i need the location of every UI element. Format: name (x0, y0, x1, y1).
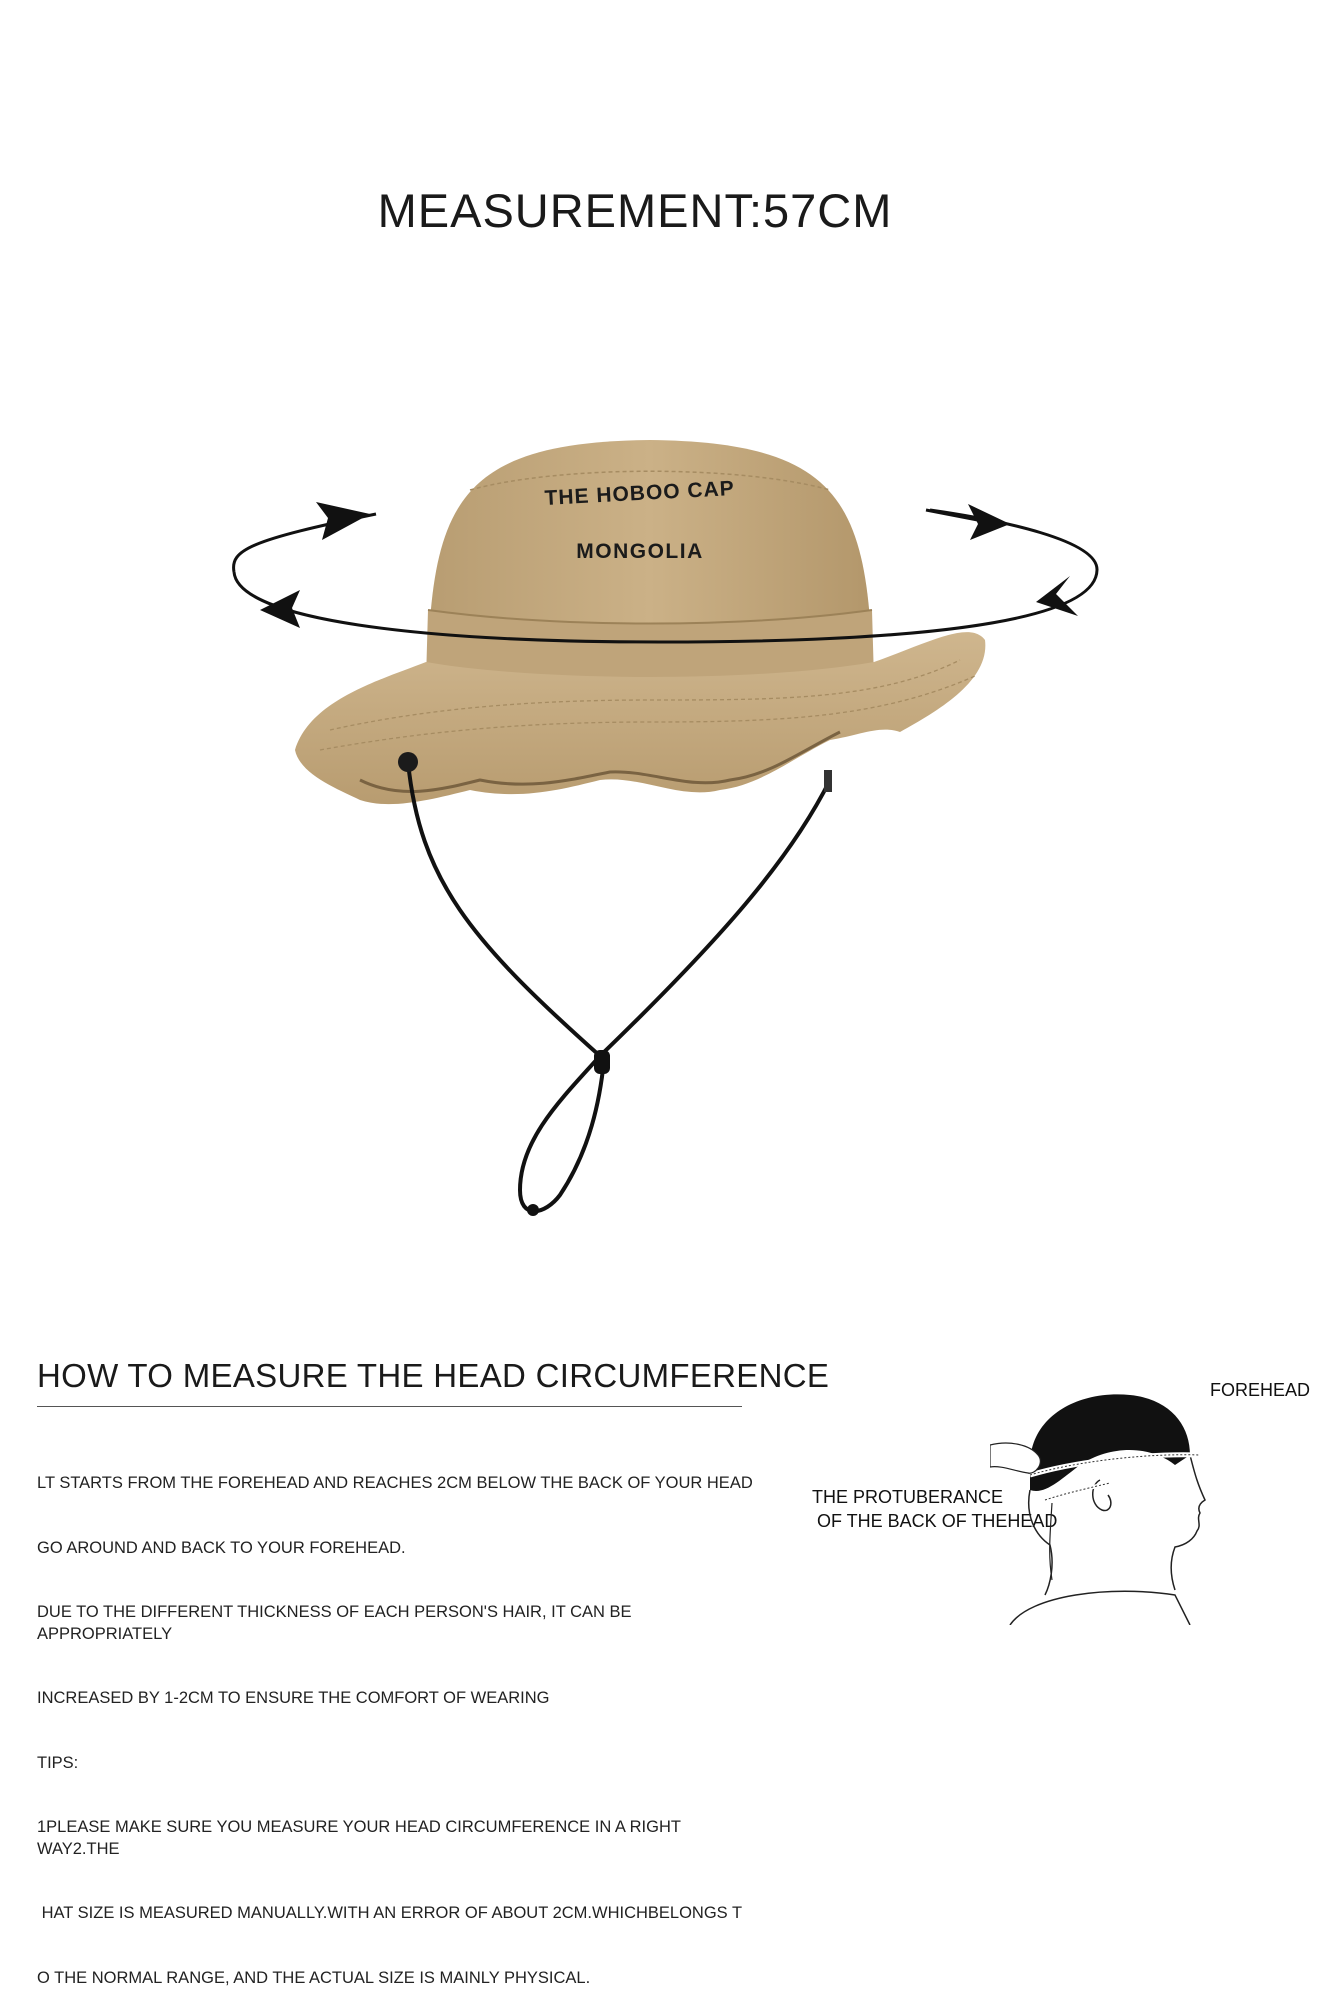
bucket-hat-illustration (0, 380, 1340, 1330)
instruction-line: O THE NORMAL RANGE, AND THE ACTUAL SIZE IS MAINLY PHYSICAL. (37, 1968, 591, 1987)
hat-strap (408, 762, 830, 1056)
strap-toggle (594, 1050, 610, 1074)
measurement-title: MEASUREMENT:57CM (377, 184, 893, 237)
protuberance-label-line1: THE PROTUBERANCE (812, 1487, 1004, 1507)
instructions-list (37, 1430, 757, 2011)
instruction-line: TIPS: (37, 1753, 79, 1772)
arrow-head-top-left (316, 502, 370, 540)
hat-embroidery-line1: THE HOBOO CAP (544, 477, 736, 510)
instruction-line: 1PLEASE MAKE SURE YOU MEASURE YOUR HEAD CIRCUMFERENCE IN A RIGHT WAY2.THE (37, 1818, 686, 1858)
protuberance-label-line2: OF THE BACK OF THEHEAD (812, 1511, 1058, 1531)
divider (37, 1406, 742, 1407)
instruction-line: DUE TO THE DIFFERENT THICKNESS OF EACH PERSON'S HAIR, IT CAN BE APPROPRIATELY (37, 1603, 636, 1643)
head-measurement-diagram (990, 1385, 1230, 1625)
hair-shape (1030, 1394, 1190, 1491)
measure-arrow-back (234, 514, 376, 572)
strap-grommet-right (824, 770, 832, 792)
howto-title: HOW TO MEASURE THE HEAD CIRCUMFERENCE (37, 1357, 830, 1394)
instruction-line: GO AROUND AND BACK TO YOUR FOREHEAD. (37, 1538, 406, 1557)
forehead-label: FOREHEAD (1210, 1380, 1311, 1400)
face-profile (1171, 1455, 1205, 1590)
strap-end-bead (527, 1204, 539, 1216)
arrow-head-top-right (968, 504, 1010, 540)
arrow-head-mid-left (260, 590, 300, 628)
strap-grommet-left (398, 752, 418, 772)
instruction-line: HAT SIZE IS MEASURED MANUALLY.WITH AN ERROR OF ABOUT 2CM.WHICHBELONGS T (37, 1904, 743, 1922)
instruction-line: LT STARTS FROM THE FOREHEAD AND REACHES 2CM BELOW THE BACK OF YOUR HEAD (37, 1474, 753, 1492)
hat-embroidery-line2: MONGOLIA (576, 540, 704, 563)
instruction-line: INCREASED BY 1-2CM TO ENSURE THE COMFORT OF WEARING (37, 1689, 550, 1707)
